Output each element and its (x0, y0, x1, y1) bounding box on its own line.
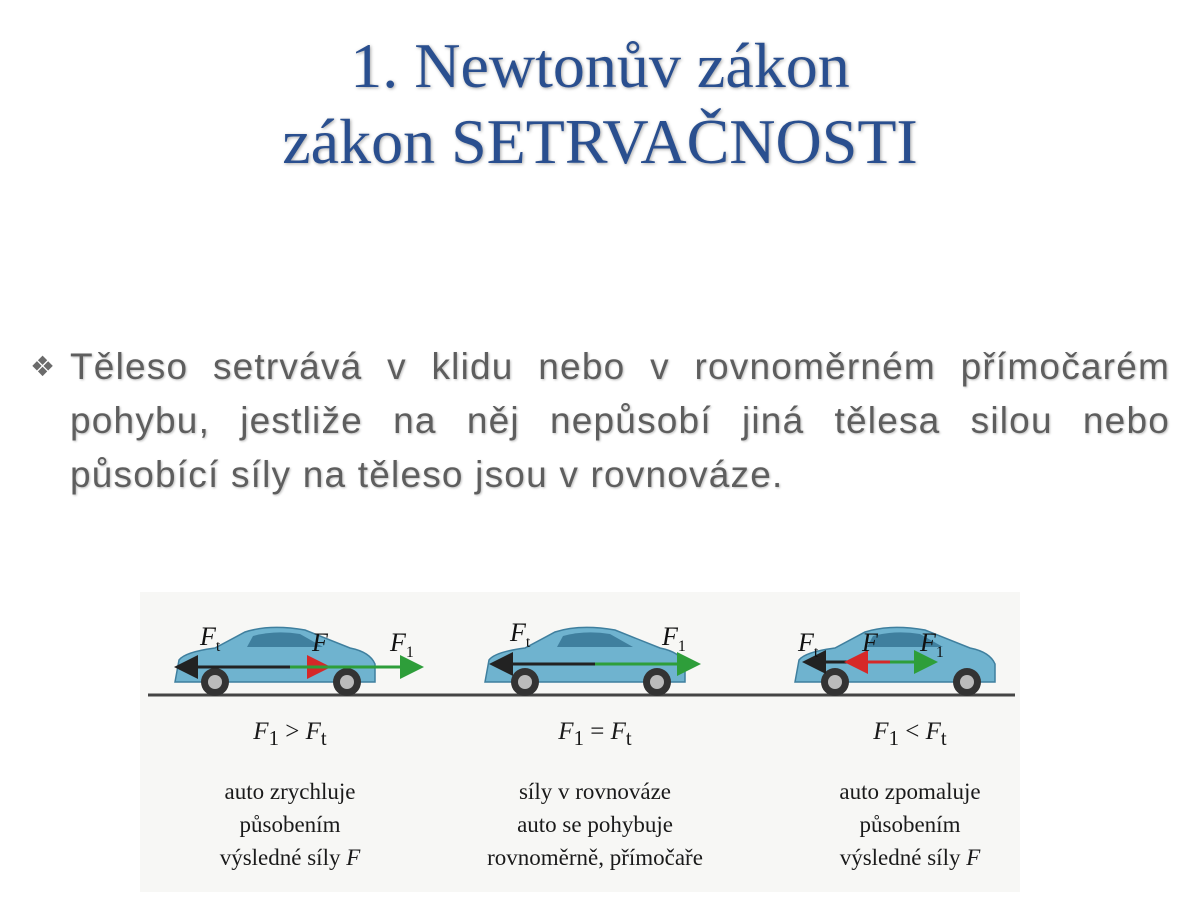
label-f-3: F (862, 628, 878, 657)
panel-uniform (450, 718, 740, 874)
condition-formula: $F_1 > F_t$ (253, 718, 327, 750)
label-f-1: F (312, 628, 328, 657)
slide-title (0, 28, 1200, 180)
label-f1-3: $F_1$ (920, 628, 944, 662)
label-ft-2: $F_t$ (510, 618, 531, 652)
diamond-bullet-icon: ❖ (30, 350, 56, 383)
car-forces-figure (140, 592, 1020, 892)
cars-illustration (140, 592, 1020, 712)
panel-description: auto zpomaluje působením výsledné síly F (839, 779, 981, 870)
label-ft-3: $F_t$ (798, 628, 819, 662)
title-line-2: zákon SETRVAČNOSTI (282, 106, 918, 177)
label-f1-1: $F_1$ (390, 628, 414, 662)
title-line-1: 1. Newtonův zákon (350, 30, 850, 101)
bullet-text: Těleso setrvává v klidu nebo v rovnoměrném přímočarém pohybu, jestliže na něj nepůsobí jiná tělesa silou nebo působící síly na těleso jsou v rovnováze. (70, 346, 1170, 495)
panel-accelerating (145, 718, 435, 874)
panel-description: síly v rovnováze auto se pohybuje rovnoměrně, přímočaře (487, 779, 703, 870)
bullet-point (30, 340, 1170, 502)
panel-decelerating (765, 718, 1055, 874)
panel-description: auto zrychluje působením výsledné síly F (219, 779, 361, 870)
condition-formula: $F_1 < F_t$ (873, 718, 947, 750)
label-ft-1: $F_t$ (200, 622, 221, 656)
condition-formula: $F_1 = F_t$ (558, 718, 632, 750)
label-f1-2: $F_1$ (662, 622, 686, 656)
